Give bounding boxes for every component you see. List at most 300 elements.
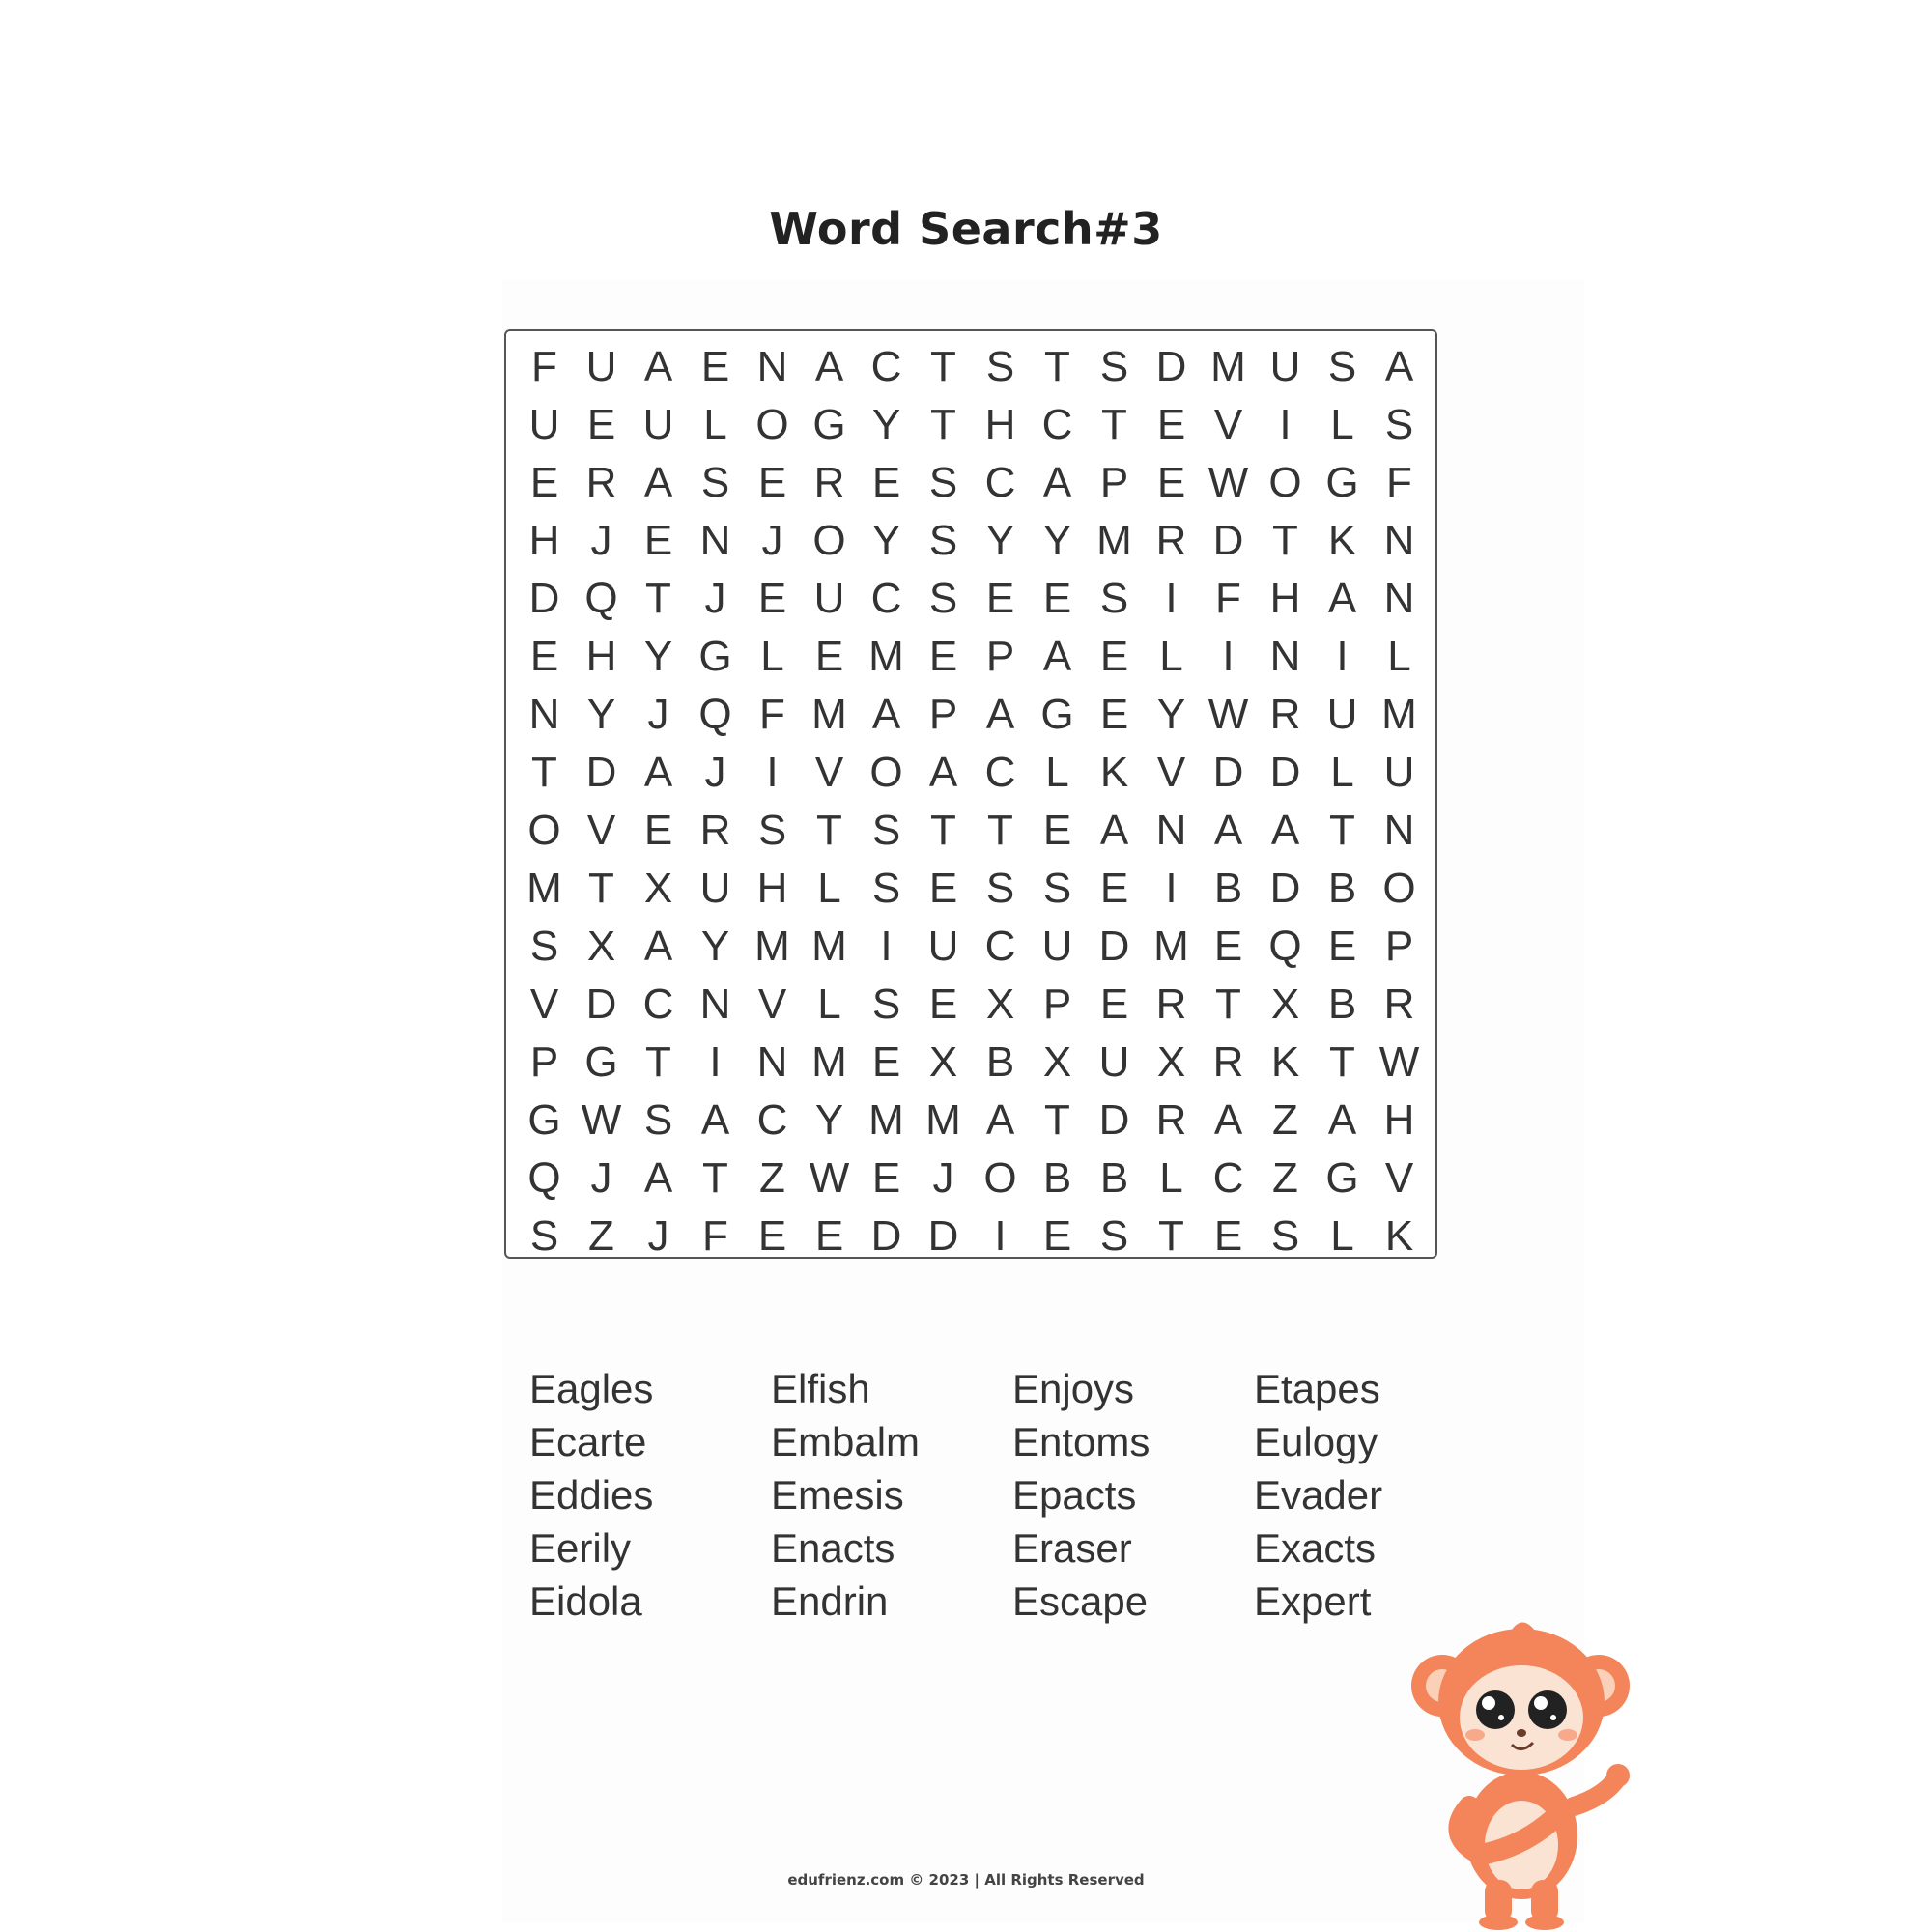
word-list-item: Elfish xyxy=(771,1366,870,1411)
grid-letter: E xyxy=(871,459,901,506)
grid-letter: X xyxy=(1270,980,1300,1028)
grid-letter: O xyxy=(755,401,789,448)
grid-letter: Y xyxy=(985,517,1015,564)
grid-letter: Z xyxy=(1272,1154,1298,1202)
grid-letter: T xyxy=(930,401,956,448)
grid-letter: L xyxy=(703,401,727,448)
grid-letter: L xyxy=(817,980,841,1028)
grid-letter: O xyxy=(527,807,561,854)
grid-letter: U xyxy=(699,865,731,912)
grid-letter: Y xyxy=(1156,691,1186,738)
word-list-item: Ecarte xyxy=(529,1419,647,1464)
grid-letter: S xyxy=(529,923,559,970)
grid-letter: W xyxy=(1378,1038,1420,1086)
grid-letter: D xyxy=(1212,517,1244,564)
grid-letter: H xyxy=(756,865,788,912)
grid-letter: D xyxy=(528,575,560,622)
grid-letter: E xyxy=(871,1038,901,1086)
grid-letter: E xyxy=(757,459,787,506)
grid-letter: C xyxy=(984,749,1016,796)
grid-letter: R xyxy=(1155,980,1187,1028)
grid-letter: Z xyxy=(759,1154,785,1202)
word-list-item: Eraser xyxy=(1012,1525,1132,1571)
grid-letter: N xyxy=(756,1038,788,1086)
grid-row xyxy=(516,802,1428,860)
grid-letter: W xyxy=(1208,459,1249,506)
grid-letter: O xyxy=(812,517,846,564)
grid-letter: G xyxy=(698,633,732,680)
grid-letter: C xyxy=(870,343,902,390)
word-column xyxy=(1254,1362,1495,1628)
grid-letter: D xyxy=(1269,749,1301,796)
grid-letter: A xyxy=(1327,1096,1357,1144)
grid-letter: E xyxy=(1099,633,1129,680)
grid-letter: X xyxy=(985,980,1015,1028)
grid-letter: M xyxy=(811,691,847,738)
grid-letter: H xyxy=(1269,575,1301,622)
word-list-item: Enjoys xyxy=(1012,1366,1135,1411)
grid-letter: E xyxy=(643,517,673,564)
grid-letter: V xyxy=(814,749,844,796)
grid-row xyxy=(516,1208,1428,1265)
grid-letter: L xyxy=(1330,1212,1354,1260)
grid-letter: B xyxy=(1099,1154,1129,1202)
word-search-grid xyxy=(516,338,1428,1260)
grid-letter: I xyxy=(1279,401,1292,448)
grid-letter: S xyxy=(928,459,958,506)
grid-letter: Y xyxy=(871,517,901,564)
grid-letter: Y xyxy=(814,1096,844,1144)
grid-letter: E xyxy=(871,1154,901,1202)
grid-letter: P xyxy=(1384,923,1414,970)
grid-letter: D xyxy=(1269,865,1301,912)
grid-letter: U xyxy=(1326,691,1358,738)
grid-letter: L xyxy=(817,865,841,912)
grid-letter: U xyxy=(813,575,845,622)
grid-letter: L xyxy=(760,633,784,680)
grid-letter: S xyxy=(1099,575,1129,622)
grid-letter: N xyxy=(1383,517,1415,564)
grid-letter: A xyxy=(643,1154,673,1202)
grid-letter: A xyxy=(1270,807,1300,854)
grid-letter: T xyxy=(1044,1096,1070,1144)
grid-letter: F xyxy=(1215,575,1241,622)
grid-letter: S xyxy=(871,980,901,1028)
grid-letter: D xyxy=(1155,343,1187,390)
grid-letter: T xyxy=(1329,807,1355,854)
grid-letter: E xyxy=(700,343,730,390)
grid-letter: T xyxy=(1215,980,1241,1028)
grid-letter: U xyxy=(1383,749,1415,796)
grid-row xyxy=(516,396,1428,454)
grid-letter: W xyxy=(809,1154,850,1202)
grid-letter: O xyxy=(869,749,903,796)
word-list-item: Entoms xyxy=(1012,1419,1151,1464)
word-list-item: Emesis xyxy=(771,1472,904,1518)
grid-letter: Y xyxy=(586,691,616,738)
grid-letter: A xyxy=(1327,575,1357,622)
grid-letter: N xyxy=(528,691,560,738)
grid-letter: G xyxy=(1325,459,1359,506)
grid-letter: S xyxy=(1327,343,1357,390)
grid-letter: T xyxy=(987,807,1013,854)
grid-letter: E xyxy=(814,633,844,680)
word-list-item: Epacts xyxy=(1012,1472,1137,1518)
grid-letter: T xyxy=(1101,401,1127,448)
grid-letter: T xyxy=(1044,343,1070,390)
grid-letter: X xyxy=(586,923,616,970)
grid-row xyxy=(516,1092,1428,1150)
grid-letter: G xyxy=(1325,1154,1359,1202)
grid-letter: A xyxy=(985,691,1015,738)
grid-letter: E xyxy=(1099,865,1129,912)
grid-letter: E xyxy=(985,575,1015,622)
grid-letter: B xyxy=(985,1038,1015,1086)
copyright-footer: edufrienz.com © 2023 | All Rights Reserved xyxy=(787,1871,1145,1889)
grid-letter: E xyxy=(928,633,958,680)
grid-letter: G xyxy=(1040,691,1074,738)
grid-letter: X xyxy=(643,865,673,912)
grid-letter: B xyxy=(1327,980,1357,1028)
grid-letter: Y xyxy=(1042,517,1072,564)
grid-letter: S xyxy=(1042,865,1072,912)
grid-letter: V xyxy=(1156,749,1186,796)
grid-row xyxy=(516,628,1428,686)
grid-letter: U xyxy=(528,401,560,448)
grid-letter: D xyxy=(585,980,617,1028)
grid-letter: N xyxy=(1155,807,1187,854)
grid-letter: S xyxy=(928,517,958,564)
grid-letter: E xyxy=(1213,923,1243,970)
grid-letter: T xyxy=(702,1154,728,1202)
grid-letter: E xyxy=(529,633,559,680)
grid-letter: R xyxy=(699,807,731,854)
grid-letter: R xyxy=(813,459,845,506)
grid-letter: M xyxy=(811,923,847,970)
grid-letter: K xyxy=(1327,517,1357,564)
grid-letter: P xyxy=(1042,980,1072,1028)
grid-letter: J xyxy=(704,575,726,622)
grid-row xyxy=(516,686,1428,744)
grid-letter: F xyxy=(702,1212,728,1260)
grid-letter: D xyxy=(1098,1096,1130,1144)
grid-letter: R xyxy=(585,459,617,506)
grid-letter: I xyxy=(1165,865,1178,912)
grid-letter: C xyxy=(1041,401,1073,448)
word-list xyxy=(529,1362,1495,1628)
grid-letter: L xyxy=(1045,749,1069,796)
word-list-item: Exacts xyxy=(1254,1525,1377,1571)
grid-letter: J xyxy=(590,1154,612,1202)
grid-letter: G xyxy=(527,1096,561,1144)
grid-letter: E xyxy=(928,980,958,1028)
grid-letter: S xyxy=(1384,401,1414,448)
word-list-item: Etapes xyxy=(1254,1366,1380,1411)
grid-letter: M xyxy=(1210,343,1246,390)
grid-letter: N xyxy=(1383,807,1415,854)
grid-letter: C xyxy=(984,923,1016,970)
grid-letter: I xyxy=(880,923,893,970)
grid-letter: I xyxy=(1336,633,1349,680)
grid-letter: Q xyxy=(584,575,618,622)
grid-letter: J xyxy=(932,1154,954,1202)
grid-letter: P xyxy=(928,691,958,738)
grid-row xyxy=(516,744,1428,802)
word-list-item: Eulogy xyxy=(1254,1419,1378,1464)
grid-letter: S xyxy=(1270,1212,1300,1260)
grid-letter: K xyxy=(1384,1212,1414,1260)
grid-letter: Y xyxy=(700,923,730,970)
word-list-item: Evader xyxy=(1254,1472,1383,1518)
word-list-item: Eerily xyxy=(529,1525,632,1571)
grid-letter: A xyxy=(643,459,673,506)
grid-letter: A xyxy=(1213,807,1243,854)
grid-letter: F xyxy=(1386,459,1412,506)
grid-letter: A xyxy=(1213,1096,1243,1144)
grid-letter: T xyxy=(588,865,614,912)
grid-row xyxy=(516,454,1428,512)
grid-letter: J xyxy=(761,517,783,564)
grid-letter: L xyxy=(1330,749,1354,796)
grid-row xyxy=(516,570,1428,628)
grid-letter: M xyxy=(811,1038,847,1086)
grid-letter: N xyxy=(1269,633,1301,680)
grid-letter: B xyxy=(1213,865,1243,912)
grid-letter: O xyxy=(983,1154,1017,1202)
grid-letter: E xyxy=(529,459,559,506)
grid-letter: I xyxy=(994,1212,1007,1260)
grid-letter: I xyxy=(1165,575,1178,622)
word-list-item: Escape xyxy=(1012,1578,1149,1624)
grid-letter: T xyxy=(1272,517,1298,564)
grid-letter: J xyxy=(647,1212,669,1260)
grid-letter: K xyxy=(1099,749,1129,796)
grid-letter: F xyxy=(759,691,785,738)
grid-letter: D xyxy=(585,749,617,796)
grid-letter: M xyxy=(925,1096,961,1144)
grid-letter: U xyxy=(642,401,674,448)
grid-letter: I xyxy=(766,749,779,796)
grid-letter: T xyxy=(930,807,956,854)
grid-letter: Y xyxy=(643,633,673,680)
grid-letter: X xyxy=(928,1038,958,1086)
grid-letter: S xyxy=(985,865,1015,912)
grid-letter: M xyxy=(526,865,562,912)
word-list-item: Eddies xyxy=(529,1472,654,1518)
grid-letter: A xyxy=(1042,633,1072,680)
word-list-item: Eagles xyxy=(529,1366,654,1411)
word-list-item: Eidola xyxy=(529,1578,642,1624)
grid-letter: B xyxy=(1327,865,1357,912)
grid-letter: I xyxy=(709,1038,722,1086)
grid-letter: S xyxy=(871,807,901,854)
grid-letter: E xyxy=(1042,807,1072,854)
grid-letter: R xyxy=(1155,1096,1187,1144)
grid-row xyxy=(516,512,1428,570)
grid-letter: U xyxy=(1269,343,1301,390)
grid-letter: E xyxy=(1156,459,1186,506)
grid-letter: M xyxy=(1153,923,1189,970)
grid-letter: H xyxy=(585,633,617,680)
grid-letter: X xyxy=(1042,1038,1072,1086)
word-column xyxy=(529,1362,771,1628)
grid-letter: T xyxy=(1158,1212,1184,1260)
grid-letter: V xyxy=(1213,401,1243,448)
word-search-grid-frame xyxy=(504,329,1437,1259)
grid-letter: T xyxy=(645,1038,671,1086)
grid-letter: E xyxy=(1156,401,1186,448)
grid-letter: W xyxy=(1208,691,1249,738)
grid-row xyxy=(516,976,1428,1034)
grid-letter: L xyxy=(1387,633,1411,680)
grid-letter: W xyxy=(581,1096,622,1144)
grid-letter: G xyxy=(812,401,846,448)
grid-letter: Z xyxy=(1272,1096,1298,1144)
grid-letter: S xyxy=(871,865,901,912)
grid-letter: J xyxy=(647,691,669,738)
grid-letter: C xyxy=(1212,1154,1244,1202)
grid-letter: E xyxy=(1327,923,1357,970)
grid-letter: A xyxy=(1042,459,1072,506)
grid-letter: A xyxy=(1099,807,1129,854)
grid-letter: A xyxy=(643,923,673,970)
grid-letter: S xyxy=(1099,343,1129,390)
grid-letter: S xyxy=(529,1212,559,1260)
grid-letter: D xyxy=(927,1212,959,1260)
grid-letter: E xyxy=(1099,980,1129,1028)
grid-letter: L xyxy=(1330,401,1354,448)
grid-letter: V xyxy=(586,807,616,854)
grid-letter: H xyxy=(984,401,1016,448)
grid-letter: U xyxy=(1041,923,1073,970)
grid-letter: R xyxy=(1269,691,1301,738)
grid-letter: S xyxy=(700,459,730,506)
grid-letter: J xyxy=(704,749,726,796)
grid-letter: T xyxy=(930,343,956,390)
grid-letter: X xyxy=(1156,1038,1186,1086)
grid-letter: N xyxy=(756,343,788,390)
grid-letter: A xyxy=(928,749,958,796)
grid-letter: P xyxy=(529,1038,559,1086)
grid-letter: S xyxy=(928,575,958,622)
grid-letter: R xyxy=(1212,1038,1244,1086)
grid-letter: M xyxy=(1096,517,1132,564)
grid-letter: O xyxy=(1268,459,1302,506)
grid-letter: A xyxy=(871,691,901,738)
grid-letter: P xyxy=(985,633,1015,680)
grid-letter: K xyxy=(1270,1038,1300,1086)
grid-letter: Q xyxy=(527,1154,561,1202)
grid-letter: L xyxy=(1159,633,1183,680)
grid-letter: V xyxy=(529,980,559,1028)
grid-letter: E xyxy=(757,575,787,622)
word-column xyxy=(1012,1362,1254,1628)
grid-letter: S xyxy=(1099,1212,1129,1260)
grid-letter: C xyxy=(642,980,674,1028)
grid-letter: E xyxy=(928,865,958,912)
grid-letter: T xyxy=(1329,1038,1355,1086)
grid-letter: A xyxy=(985,1096,1015,1144)
word-list-item: Embalm xyxy=(771,1419,921,1464)
grid-letter: U xyxy=(927,923,959,970)
grid-letter: Y xyxy=(871,401,901,448)
grid-letter: S xyxy=(985,343,1015,390)
word-list-item: Expert xyxy=(1254,1578,1372,1624)
grid-letter: E xyxy=(1213,1212,1243,1260)
grid-row xyxy=(516,338,1428,396)
grid-letter: T xyxy=(645,575,671,622)
grid-letter: H xyxy=(1383,1096,1415,1144)
grid-letter: Z xyxy=(588,1212,614,1260)
grid-row xyxy=(516,918,1428,976)
grid-letter: O xyxy=(1382,865,1416,912)
grid-letter: C xyxy=(984,459,1016,506)
grid-letter: C xyxy=(870,575,902,622)
grid-letter: T xyxy=(816,807,842,854)
grid-row xyxy=(516,1034,1428,1092)
grid-letter: J xyxy=(590,517,612,564)
grid-letter: E xyxy=(586,401,616,448)
grid-letter: N xyxy=(699,517,731,564)
grid-letter: S xyxy=(757,807,787,854)
grid-letter: D xyxy=(1212,749,1244,796)
grid-letter: E xyxy=(643,807,673,854)
grid-letter: A xyxy=(643,343,673,390)
grid-letter: M xyxy=(868,1096,904,1144)
grid-letter: L xyxy=(1159,1154,1183,1202)
word-list-item: Enacts xyxy=(771,1525,895,1571)
grid-letter: R xyxy=(1155,517,1187,564)
grid-letter: I xyxy=(1222,633,1235,680)
grid-letter: S xyxy=(643,1096,673,1144)
grid-letter: Q xyxy=(1268,923,1302,970)
grid-letter: V xyxy=(757,980,787,1028)
grid-letter: M xyxy=(754,923,790,970)
grid-letter: A xyxy=(700,1096,730,1144)
grid-letter: V xyxy=(1384,1154,1414,1202)
grid-letter: N xyxy=(699,980,731,1028)
grid-letter: A xyxy=(1384,343,1414,390)
grid-letter: E xyxy=(1042,575,1072,622)
word-column xyxy=(771,1362,1012,1628)
grid-letter: R xyxy=(1383,980,1415,1028)
grid-letter: F xyxy=(531,343,557,390)
grid-letter: A xyxy=(814,343,844,390)
grid-letter: P xyxy=(1099,459,1129,506)
grid-letter: Q xyxy=(698,691,732,738)
word-list-item: Endrin xyxy=(771,1578,889,1624)
grid-letter: B xyxy=(1042,1154,1072,1202)
grid-letter: D xyxy=(1098,923,1130,970)
grid-letter: U xyxy=(585,343,617,390)
grid-letter: E xyxy=(814,1212,844,1260)
grid-letter: M xyxy=(868,633,904,680)
grid-letter: C xyxy=(756,1096,788,1144)
grid-letter: G xyxy=(584,1038,618,1086)
grid-row xyxy=(516,1150,1428,1208)
grid-letter: E xyxy=(757,1212,787,1260)
grid-letter: N xyxy=(1383,575,1415,622)
grid-letter: H xyxy=(528,517,560,564)
grid-letter: A xyxy=(643,749,673,796)
grid-row xyxy=(516,860,1428,918)
grid-letter: E xyxy=(1042,1212,1072,1260)
grid-letter: U xyxy=(1098,1038,1130,1086)
grid-letter: D xyxy=(870,1212,902,1260)
grid-letter: T xyxy=(531,749,557,796)
grid-letter: M xyxy=(1381,691,1417,738)
page-title: Word Search#3 xyxy=(769,203,1163,255)
